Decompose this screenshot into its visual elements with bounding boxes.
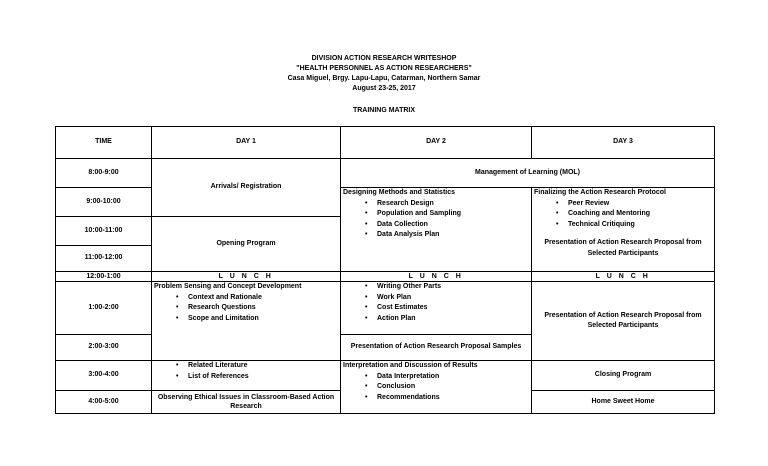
day1-problem-cell (152, 282, 341, 361)
list-item: • Coaching and Mentoring (556, 209, 712, 220)
document-header (0, 54, 768, 94)
table-row (56, 361, 715, 391)
list-item: • Scope and Limitation (176, 314, 338, 325)
day1-opening-cell: Opening Program (152, 217, 341, 272)
day1-ethics-cell: Observing Ethical Issues in Classroom-Based Action Research (152, 391, 341, 414)
day1-arrivals-cell: Arrivals/ Registration (152, 159, 341, 217)
list-item: • Research Questions (176, 303, 338, 314)
day3-presentation-text: Presentation of Action Research Proposal from Selected Participants (544, 239, 702, 257)
day3-home-cell: Home Sweet Home (532, 391, 715, 414)
day1-lunch-cell: L U N C H (152, 272, 341, 282)
table-row (56, 159, 715, 188)
header-line-3: Casa Miguel, Brgy. Lapu-Lapu, Catarman, Northern Samar (287, 75, 481, 82)
list-item: • Data Analysis Plan (365, 230, 529, 241)
list-item: • Recommendations (365, 393, 529, 404)
list-item: • Related Literature (176, 361, 338, 372)
list-item: • Data Interpretation (365, 372, 529, 383)
col-header-day3: DAY 3 (532, 127, 715, 159)
day3-finalizing-cell (532, 188, 715, 272)
col-header-time: TIME (56, 127, 152, 159)
day2-other-parts-list (343, 282, 529, 324)
training-matrix-table (55, 126, 715, 414)
list-item: • Cost Estimates (365, 303, 529, 314)
header-line-1: DIVISION ACTION RESEARCH WRITESHOP (311, 55, 457, 62)
time-cell: 12:00-1:00 (56, 272, 152, 282)
time-cell: 9:00-10:00 (56, 188, 152, 217)
header-line-4: August 23-25, 2017 (352, 85, 416, 92)
day1-problem-title: Problem Sensing and Concept Development (154, 283, 302, 290)
list-item: • Conclusion (365, 382, 529, 393)
day2-methods-list (343, 199, 529, 241)
day1-literature-cell (152, 361, 341, 391)
list-item: • Work Plan (365, 293, 529, 304)
time-cell: 8:00-9:00 (56, 159, 152, 188)
time-cell: 1:00-2:00 (56, 282, 152, 335)
matrix-title: TRAINING MATRIX (352, 107, 416, 114)
table-header-row (56, 127, 715, 159)
day3-finalizing-title: Finalizing the Action Research Protocol (534, 189, 666, 196)
list-item: • List of References (176, 372, 338, 383)
day2-methods-cell (341, 188, 532, 272)
day2-lunch-cell: L U N C H (341, 272, 532, 282)
day2-interpretation-list (343, 372, 529, 404)
list-item: • Writing Other Parts (365, 282, 529, 293)
time-cell: 4:00-5:00 (56, 391, 152, 414)
day2-other-parts-cell (341, 282, 532, 335)
time-cell: 10:00-11:00 (56, 217, 152, 246)
time-cell: 3:00-4:00 (56, 361, 152, 391)
day2-methods-title: Designing Methods and Statistics (343, 189, 456, 196)
day1-problem-list (154, 293, 338, 325)
day3-presentation-cell: Presentation of Action Research Proposal from Selected Participants (532, 282, 715, 361)
list-item: • Data Collection (365, 220, 529, 231)
header-line-2: "HEALTH PERSONNEL AS ACTION RESEARCHERS" (296, 65, 472, 72)
day2-samples-cell: Presentation of Action Research Proposal Samples (341, 335, 532, 361)
col-header-day1: DAY 1 (152, 127, 341, 159)
day3-lunch-cell: L U N C H (532, 272, 715, 282)
list-item: • Research Design (365, 199, 529, 210)
lunch-row (56, 272, 715, 282)
list-item: • Technical Critiquing (556, 220, 712, 231)
time-cell: 11:00-12:00 (56, 246, 152, 272)
table-row (56, 282, 715, 335)
day2-interpretation-cell (341, 361, 532, 414)
day2-interpretation-title: Interpretation and Discussion of Results (343, 362, 478, 369)
time-cell: 2:00-3:00 (56, 335, 152, 361)
list-item: • Population and Sampling (365, 209, 529, 220)
day3-closing-cell: Closing Program (532, 361, 715, 391)
mol-cell: Management of Learning (MOL) (341, 159, 715, 188)
col-header-day2: DAY 2 (341, 127, 532, 159)
day1-literature-list (154, 361, 338, 382)
day3-finalizing-list (534, 199, 712, 231)
list-item: • Peer Review (556, 199, 712, 210)
list-item: • Context and Rationale (176, 293, 338, 304)
list-item: • Action Plan (365, 314, 529, 325)
